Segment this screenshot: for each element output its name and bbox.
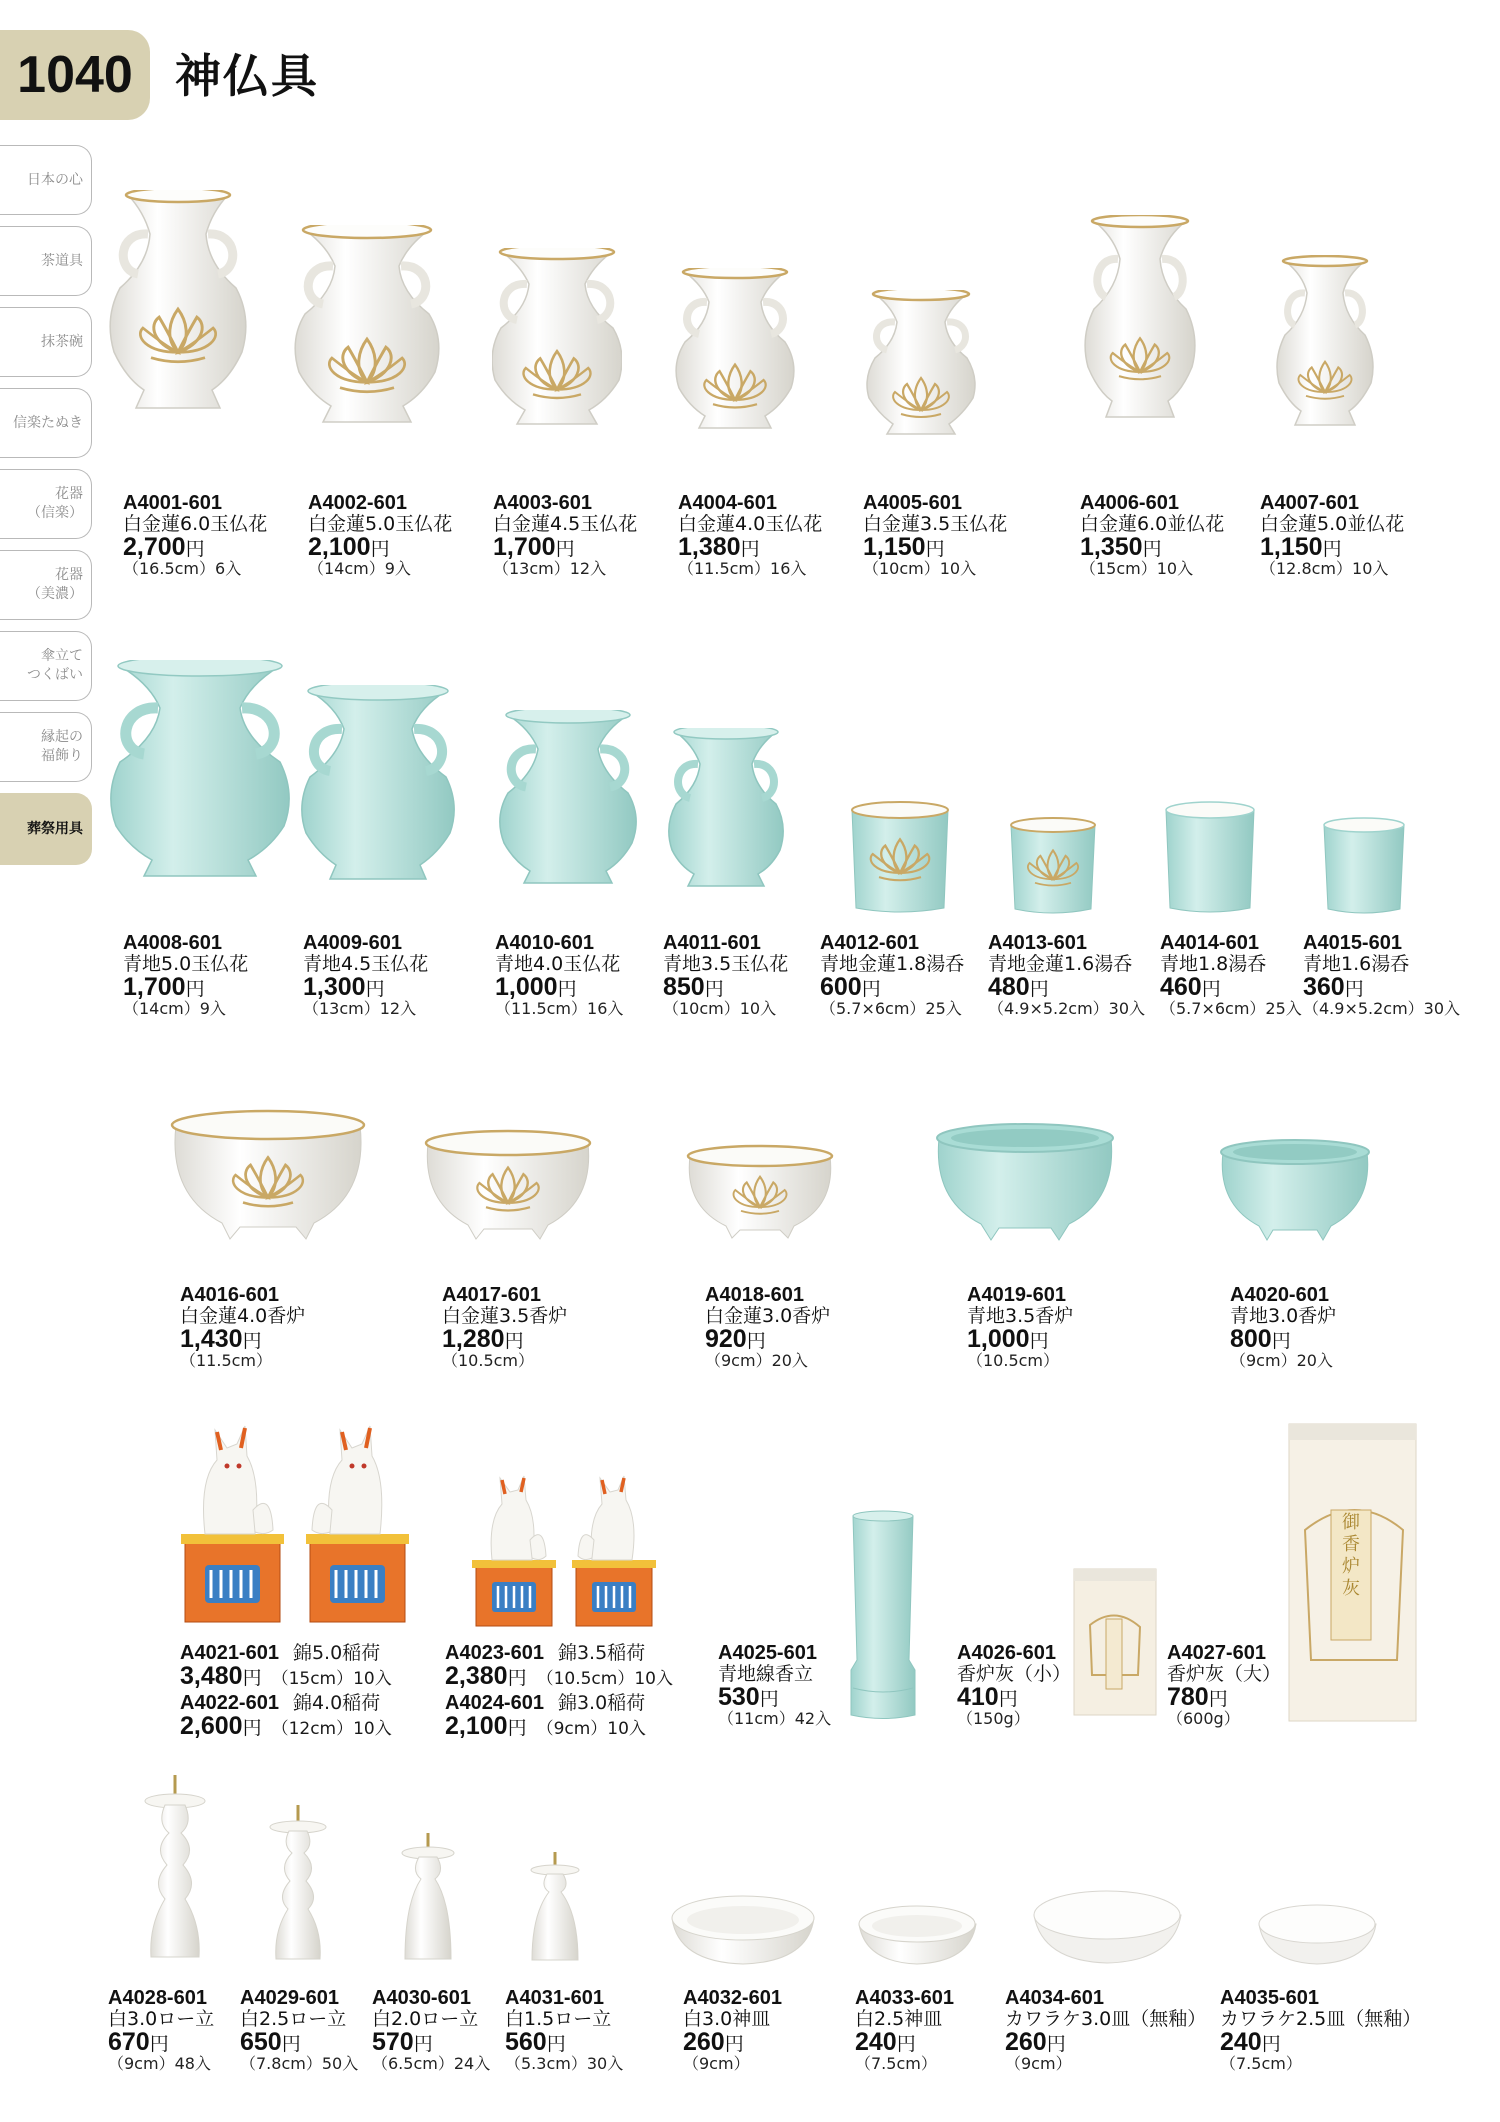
product-spec: （14cm）9入 — [123, 999, 226, 1018]
product-spec: （9cm） — [683, 2054, 750, 2073]
product-price: 530円 — [718, 1683, 779, 1711]
product-line: A4021-601 錦5.0稲荷 — [180, 1642, 381, 1664]
product-spec: （7.5cm） — [855, 2054, 937, 2073]
product-label-group — [180, 1643, 392, 1739]
product-price: 1,300円 — [303, 973, 385, 1001]
product-line: 3,480円 （15cm）10入 — [180, 1662, 392, 1690]
product-label — [855, 1988, 954, 2072]
product-name: 白2.5神皿 — [855, 2008, 943, 2030]
product-price: 850円 — [663, 973, 724, 1001]
product-code: A4032-601 — [683, 1987, 782, 2009]
product-label — [1260, 493, 1404, 577]
product-name: 白金蓮4.0玉仏花 — [678, 513, 823, 535]
product-code: A4016-601 — [180, 1284, 279, 1306]
product-code: A4027-601 — [1167, 1642, 1266, 1664]
product-price: 650円 — [240, 2028, 301, 2056]
vase-image — [493, 710, 643, 920]
product-spec: （10cm）10入 — [863, 559, 977, 578]
product-name: 香炉灰（小） — [957, 1663, 1072, 1685]
product-label — [240, 1988, 358, 2072]
package-text-4: 灰 — [1342, 1578, 1360, 1599]
product-spec: （10.5cm） — [967, 1351, 1060, 1370]
product-price: 2,380円 — [445, 1662, 527, 1690]
product-label — [108, 1988, 214, 2072]
product-name: 青地1.6湯呑 — [1303, 953, 1410, 975]
product-name: 香炉灰（大） — [1167, 1663, 1282, 1685]
product-label — [1005, 1988, 1206, 2072]
product-label — [1167, 1643, 1281, 1727]
product-code: A4009-601 — [303, 932, 402, 954]
vase-image — [865, 290, 977, 475]
tab-shigaraki-tanuki[interactable]: 信楽たぬき — [0, 388, 92, 458]
product-name: 白金蓮3.5香炉 — [442, 1305, 568, 1327]
product-price: 2,700円 — [123, 533, 205, 561]
plate-image — [855, 1900, 980, 1970]
vase-image — [1275, 255, 1375, 475]
product-name: 白1.5ロー立 — [505, 2008, 612, 2030]
product-code: A4001-601 — [123, 492, 222, 514]
product-name: 白金蓮6.0並仏花 — [1080, 513, 1225, 535]
product-spec: （7.5cm） — [1220, 2054, 1302, 2073]
product-name: 青地金蓮1.8湯呑 — [820, 953, 965, 975]
product-name: 青地3.0香炉 — [1230, 1305, 1337, 1327]
product-name: 青地5.0玉仏花 — [123, 953, 249, 975]
product-label — [1303, 933, 1460, 1017]
incense-ash-bag-large-image — [1285, 1420, 1420, 1725]
tab-matchawan[interactable]: 抹茶碗 — [0, 307, 92, 377]
product-name: 白金蓮5.0並仏花 — [1260, 513, 1405, 535]
product-spec: （16.5cm）6入 — [123, 559, 242, 578]
product-label-group — [445, 1643, 673, 1739]
product-spec: （11.5cm）16入 — [678, 559, 807, 578]
product-label — [718, 1643, 831, 1727]
product-label — [303, 933, 428, 1017]
plate-image — [1255, 1900, 1380, 1970]
product-label — [493, 493, 637, 577]
product-price: 2,600円 — [180, 1712, 262, 1740]
incense-burner-image — [930, 1120, 1120, 1245]
tab-sousai-yougu[interactable]: 葬祭用具 — [0, 793, 92, 865]
product-code: A4028-601 — [108, 1987, 207, 2009]
page-number: 1040 — [17, 46, 133, 104]
product-name: 白金蓮3.0香炉 — [705, 1305, 831, 1327]
product-label — [678, 493, 822, 577]
product-price: 410円 — [957, 1683, 1018, 1711]
product-price: 1,430円 — [180, 1325, 262, 1353]
product-code: A4004-601 — [678, 492, 777, 514]
product-price: 1,150円 — [863, 533, 945, 561]
incense-ash-bag-small-image — [1070, 1565, 1160, 1720]
package-text-1: 御 — [1342, 1512, 1360, 1533]
product-label — [1230, 1285, 1336, 1369]
product-spec: （11.5cm）16入 — [495, 999, 624, 1018]
product-name: 青地3.5香炉 — [967, 1305, 1074, 1327]
product-name: 白金蓮3.5玉仏花 — [863, 513, 1008, 535]
product-name: 白2.5ロー立 — [240, 2008, 347, 2030]
product-name: 白金蓮4.0香炉 — [180, 1305, 306, 1327]
product-spec: （5.7×6cm）25入 — [1160, 999, 1302, 1018]
product-line: A4022-601 錦4.0稲荷 — [180, 1692, 381, 1714]
cup-image — [1005, 815, 1101, 920]
product-spec: （12.8cm）10入 — [1260, 559, 1389, 578]
product-line: A4024-601 錦3.0稲荷 — [445, 1692, 646, 1714]
product-spec: （9cm） — [1005, 2054, 1072, 2073]
product-label — [495, 933, 623, 1017]
product-spec: （5.3cm）30入 — [505, 2054, 624, 2073]
product-spec: （4.9×5.2cm）30入 — [988, 999, 1146, 1018]
product-label — [1080, 493, 1224, 577]
product-price: 1,380円 — [678, 533, 760, 561]
vase-image — [108, 190, 248, 470]
product-code: A4019-601 — [967, 1284, 1066, 1306]
vase-image — [1080, 215, 1200, 475]
product-line: A4023-601 錦3.5稲荷 — [445, 1642, 646, 1664]
product-price: 360円 — [1303, 973, 1364, 1001]
product-code: A4010-601 — [495, 932, 594, 954]
tab-engi-fukukazari[interactable]: 縁起の 福飾り — [0, 712, 92, 782]
incense-burner-image — [418, 1125, 598, 1245]
product-label — [180, 1285, 305, 1369]
product-price: 570円 — [372, 2028, 433, 2056]
incense-burner-image — [680, 1140, 840, 1245]
vase-image — [663, 728, 789, 920]
vase-image — [492, 248, 622, 473]
product-label — [705, 1285, 830, 1369]
product-price: 1,000円 — [495, 973, 577, 1001]
product-line: 2,600円 （12cm）10入 — [180, 1712, 392, 1740]
product-name: 白3.0神皿 — [683, 2008, 771, 2030]
inari-fox-pair-image — [175, 1420, 415, 1630]
product-spec: （11.5cm） — [180, 1351, 273, 1370]
inari-fox-pair-image — [470, 1470, 665, 1630]
product-code: A4018-601 — [705, 1284, 804, 1306]
product-price: 2,100円 — [445, 1712, 527, 1740]
incense-holder-image — [843, 1510, 923, 1725]
product-price: 1,350円 — [1080, 533, 1162, 561]
product-label — [988, 933, 1145, 1017]
candle-holder-image — [522, 1852, 588, 1965]
product-code: A4025-601 — [718, 1642, 817, 1664]
product-price: 1,700円 — [123, 973, 205, 1001]
product-price: 780円 — [1167, 1683, 1228, 1711]
vase-image — [298, 685, 458, 920]
product-price: 3,480円 — [180, 1662, 262, 1690]
product-label — [1220, 1988, 1421, 2072]
cup-image — [845, 800, 955, 920]
incense-burner-image — [1215, 1135, 1375, 1245]
package-text-2: 香 — [1342, 1534, 1360, 1555]
product-label — [683, 1988, 782, 2072]
product-label — [505, 1988, 623, 2072]
product-spec: （4.9×5.2cm）30入 — [1303, 999, 1461, 1018]
product-spec: （10cm）10入 — [663, 999, 777, 1018]
product-spec: （9cm）20入 — [705, 1351, 808, 1370]
product-code: A4008-601 — [123, 932, 222, 954]
product-label — [863, 493, 1007, 577]
product-name: 青地3.5玉仏花 — [663, 953, 789, 975]
page-title: 神仏具 — [175, 49, 319, 103]
product-spec: （10.5cm） — [442, 1351, 535, 1370]
page-number-badge — [0, 30, 150, 120]
candle-holder-image — [262, 1805, 334, 1965]
plate-image — [1030, 1885, 1185, 1970]
product-code: A4006-601 — [1080, 492, 1179, 514]
product-spec: （9cm）48入 — [108, 2054, 211, 2073]
incense-burner-image — [163, 1105, 373, 1245]
product-spec: （6.5cm）24入 — [372, 2054, 491, 2073]
product-label — [663, 933, 788, 1017]
tab-kasatate-tsukubai[interactable]: 傘立て つくばい — [0, 631, 92, 701]
product-price: 1,700円 — [493, 533, 575, 561]
product-price: 260円 — [1005, 2028, 1066, 2056]
product-label — [123, 493, 267, 577]
product-name: 白金蓮4.5玉仏花 — [493, 513, 638, 535]
product-label — [123, 933, 248, 1017]
candle-holder-image — [135, 1775, 215, 1965]
side-tab-list — [0, 145, 95, 876]
product-price: 1,000円 — [967, 1325, 1049, 1353]
product-code: A4026-601 — [957, 1642, 1056, 1664]
product-code: A4013-601 — [988, 932, 1087, 954]
product-code: A4011-601 — [663, 932, 761, 954]
product-price: 2,100円 — [308, 533, 390, 561]
product-code: A4020-601 — [1230, 1284, 1329, 1306]
tab-sadougu[interactable]: 茶道具 — [0, 226, 92, 296]
product-label — [957, 1643, 1071, 1727]
product-line: 2,380円 （10.5cm）10入 — [445, 1662, 673, 1690]
product-code: A4033-601 — [855, 1987, 954, 2009]
product-name: 青地金蓮1.6湯呑 — [988, 953, 1133, 975]
product-price: 920円 — [705, 1325, 766, 1353]
product-price: 560円 — [505, 2028, 566, 2056]
product-price: 1,280円 — [442, 1325, 524, 1353]
product-label — [820, 933, 964, 1017]
product-name: 白金蓮5.0玉仏花 — [308, 513, 453, 535]
product-spec: （15cm）10入 — [1080, 559, 1194, 578]
product-code: A4031-601 — [505, 1987, 604, 2009]
tab-kaki-shigaraki[interactable]: 花器 （信楽） — [0, 469, 92, 539]
product-spec: （14cm）9入 — [308, 559, 411, 578]
cup-image — [1318, 815, 1410, 920]
product-code: A4029-601 — [240, 1987, 339, 2009]
vase-image — [293, 225, 441, 475]
product-name: 青地4.0玉仏花 — [495, 953, 621, 975]
product-code: A4030-601 — [372, 1987, 471, 2009]
product-price: 240円 — [1220, 2028, 1281, 2056]
plate-image — [668, 1890, 818, 1970]
product-price: 670円 — [108, 2028, 169, 2056]
product-code: A4012-601 — [820, 932, 919, 954]
product-label — [308, 493, 452, 577]
product-code: A4015-601 — [1303, 932, 1402, 954]
vase-image — [675, 268, 795, 473]
product-spec: （600g） — [1167, 1709, 1240, 1728]
product-name: 青地1.8湯呑 — [1160, 953, 1267, 975]
product-code: A4007-601 — [1260, 492, 1359, 514]
product-label — [442, 1285, 567, 1369]
product-name: 白2.0ロー立 — [372, 2008, 479, 2030]
tab-kaki-mino[interactable]: 花器 （美濃） — [0, 550, 92, 620]
product-spec: （13cm）12入 — [303, 999, 417, 1018]
product-spec: （11cm）42入 — [718, 1709, 832, 1728]
product-price: 600円 — [820, 973, 881, 1001]
product-code: A4017-601 — [442, 1284, 541, 1306]
product-price: 460円 — [1160, 973, 1221, 1001]
product-price: 1,150円 — [1260, 533, 1342, 561]
product-name: 青地4.5玉仏花 — [303, 953, 429, 975]
vase-image — [105, 660, 295, 920]
product-label — [967, 1285, 1073, 1369]
product-label — [1160, 933, 1302, 1017]
product-name: 白金蓮6.0玉仏花 — [123, 513, 268, 535]
product-line: 2,100円 （9cm）10入 — [445, 1712, 646, 1740]
product-spec: （5.7×6cm）25入 — [820, 999, 962, 1018]
product-code: A4014-601 — [1160, 932, 1259, 954]
product-price: 240円 — [855, 2028, 916, 2056]
product-name: 青地線香立 — [718, 1663, 814, 1685]
product-price: 260円 — [683, 2028, 744, 2056]
product-label — [372, 1988, 490, 2072]
candle-holder-image — [393, 1833, 463, 1965]
product-price: 800円 — [1230, 1325, 1291, 1353]
product-code: A4034-601 — [1005, 1987, 1104, 2009]
package-text-3: 炉 — [1342, 1556, 1360, 1577]
product-name: カワラケ2.5皿（無釉） — [1220, 2008, 1422, 2030]
product-name: カワラケ3.0皿（無釉） — [1005, 2008, 1207, 2030]
product-price: 480円 — [988, 973, 1049, 1001]
product-code: A4003-601 — [493, 492, 592, 514]
product-spec: （9cm）20入 — [1230, 1351, 1333, 1370]
cup-image — [1160, 800, 1260, 920]
product-spec: （13cm）12入 — [493, 559, 607, 578]
product-code: A4005-601 — [863, 492, 962, 514]
product-code: A4035-601 — [1220, 1987, 1319, 2009]
product-spec: （150g） — [957, 1709, 1030, 1728]
product-code: A4002-601 — [308, 492, 407, 514]
tab-nihon-no-kokoro[interactable]: 日本の心 — [0, 145, 92, 215]
product-spec: （7.8cm）50入 — [240, 2054, 359, 2073]
product-name: 白3.0ロー立 — [108, 2008, 215, 2030]
